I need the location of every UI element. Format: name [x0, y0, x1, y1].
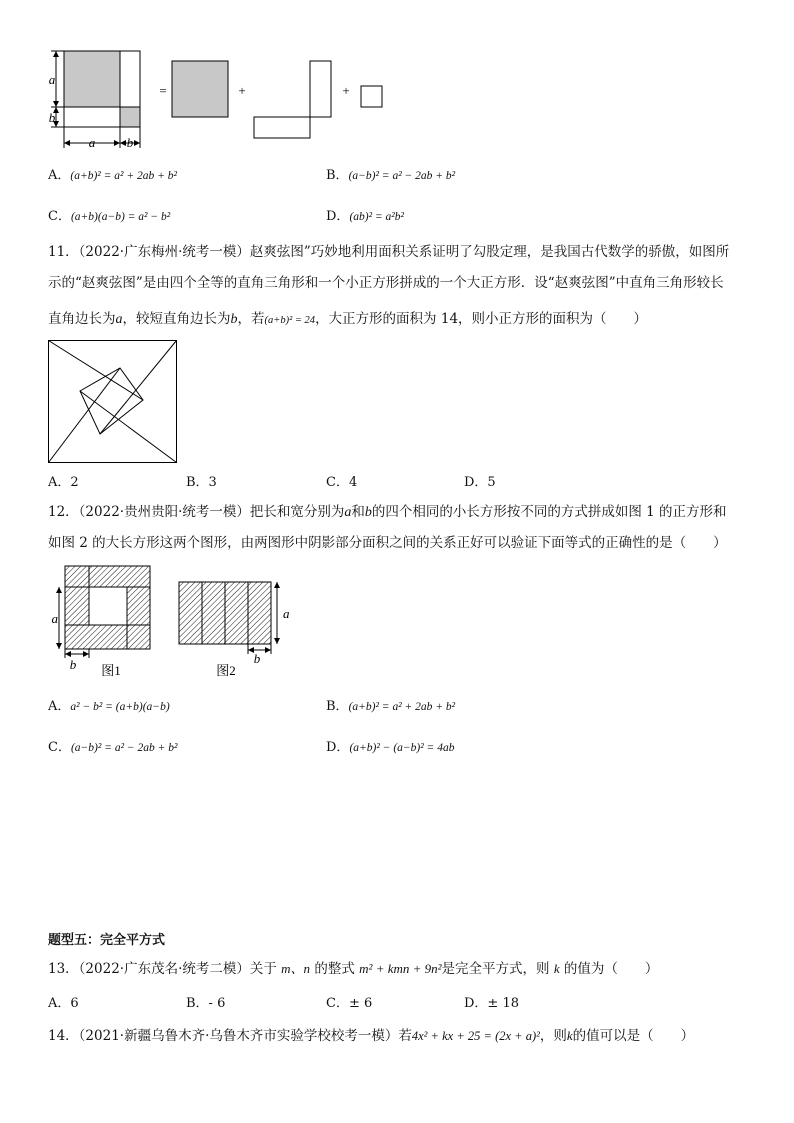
option-math: (ab)² = a²b² [349, 211, 404, 223]
zhao-shuang-figure [48, 340, 178, 465]
q13-part3: 是完全平方式，则 [441, 961, 550, 977]
q12-line1-part3: 的四个相同的小长方形按不同的方式拼成如图 1 的正方形和 [371, 504, 727, 520]
var-k: k [566, 1028, 573, 1043]
q13-option-a: A．6 [48, 996, 79, 1011]
option-letter: D． [326, 740, 350, 755]
condition-expr: (a+b)² = 24 [264, 315, 316, 326]
q12-figures [45, 562, 305, 682]
q11-line3-part3: ，若 [237, 311, 265, 327]
q12-option-c [48, 736, 178, 755]
option-letter: B． [326, 699, 349, 714]
var-b: b [364, 505, 372, 520]
fig2-label-a: a [283, 606, 290, 621]
q10-option-d [326, 205, 404, 224]
q13-line [48, 959, 658, 979]
equals-sign: = [159, 83, 167, 98]
option-math: (a+b)(a−b) = a² − b² [70, 211, 171, 223]
q11-line3-part2: ，较短直角边长为 [122, 311, 231, 327]
q13-option-c: C．± 6 [326, 996, 373, 1011]
q11-option-d: D．5 [464, 475, 496, 490]
q13-option-b: B．- 6 [186, 996, 226, 1011]
section-title: 题型五：完全平方式 [48, 933, 166, 948]
option-math: (a−b)² = a² − 2ab + b² [348, 170, 456, 182]
q13-part1: 13．（2022·广东茂名·统考二模）关于 [48, 961, 277, 977]
q11-line2: 示的“赵爽弦图”是由四个全等的直角三角形和一个小正方形拼成的一个大正方形．设“赵爽弦图”中直角三角形较长 [48, 275, 724, 291]
shaded-b-square [120, 107, 140, 127]
plus-sign-1: + [238, 83, 246, 98]
q13-expr: m² + kmn + 9n² [359, 961, 442, 976]
q11-line3-part4: ，大正方形的面积为 14，则小正方形的面积为（ ） [315, 311, 648, 327]
q14-line [48, 1026, 694, 1046]
q12-option-b [326, 695, 455, 714]
label-a-bottom: a [88, 135, 96, 150]
var-k: k [553, 961, 560, 976]
option-math: (a+b)² = a² + 2ab + b² [348, 701, 456, 713]
var-a: a [344, 505, 352, 520]
option-letter: D． [326, 209, 350, 224]
fig1-label-b: b [69, 657, 77, 672]
label-a-left: a [48, 72, 56, 87]
q10-option-a [48, 164, 177, 183]
var-b: b [230, 312, 238, 327]
shaded-a-square [64, 51, 120, 107]
plus-sign-2: + [342, 83, 350, 98]
q11-option-b: B．3 [186, 475, 217, 490]
fig1-hole [89, 587, 127, 625]
vertical-rectangle [310, 61, 331, 117]
option-letter: B． [326, 168, 349, 183]
q12-option-a [48, 695, 170, 714]
label-b-bottom: b [126, 135, 134, 150]
q11-line3 [48, 309, 647, 331]
q12-line1-part2: 和 [351, 504, 365, 520]
fig1-caption: 图1 [101, 663, 121, 678]
q10-option-b [326, 164, 455, 183]
q11-line1: 11．（2022·广东梅州·统考一模）赵爽弦图”巧妙地利用面积关系证明了勾股定理，是我国古代数学的骄傲，如图所 [48, 244, 730, 260]
option-letter: C． [48, 740, 71, 755]
q14-part1: 14．（2021·新疆乌鲁木齐·乌鲁木齐市实验学校校考一模）若 [48, 1028, 412, 1044]
option-math: (a+b)² = a² + 2ab + b² [70, 170, 177, 182]
q10-option-c [48, 205, 170, 224]
q14-expr: 4x² + kx + 25 = (2x + a)² [411, 1029, 540, 1043]
figure-square-decomposition [0, 0, 400, 160]
q11-option-a: A．2 [48, 475, 79, 490]
q14-part2: ，则 [539, 1028, 567, 1044]
option-letter: A． [48, 699, 71, 714]
fig2-label-b: b [253, 651, 261, 666]
q13-part4: 的值为（ ） [563, 961, 659, 977]
small-square [361, 86, 382, 107]
q12-line1-part1: 12．（2022·贵州贵阳·统考一模）把长和宽分别为 [48, 504, 345, 520]
horizontal-rectangle [254, 117, 310, 138]
q13-vars: m、n [281, 961, 311, 976]
q12-option-d [326, 736, 454, 755]
q12-line2: 如图 2 的大长方形这两个图形，由两图形中阴影部分面积之间的关系正好可以验证下面等式的正确性的是（ ） [48, 535, 727, 551]
shaded-square-copy [172, 61, 228, 117]
q12-line1 [48, 502, 727, 523]
var-a: a [115, 312, 123, 327]
fig1-label-a: a [51, 611, 58, 626]
q13-part2: 的整式 [314, 961, 355, 977]
fig2-caption: 图2 [216, 663, 236, 678]
q14-part3: 的值可以是（ ） [572, 1028, 695, 1044]
option-letter: C． [48, 209, 71, 224]
q11-option-c: C．4 [326, 475, 358, 490]
q13-option-d: D．± 18 [464, 996, 519, 1011]
option-math: a² − b² = (a+b)(a−b) [70, 701, 170, 713]
q11-line3-part1: 直角边长为 [48, 311, 116, 327]
option-math: (a−b)² = a² − 2ab + b² [70, 742, 178, 754]
option-letter: A． [48, 168, 71, 183]
label-b-left: b [48, 110, 56, 125]
option-math: (a+b)² − (a−b)² = 4ab [349, 742, 455, 754]
